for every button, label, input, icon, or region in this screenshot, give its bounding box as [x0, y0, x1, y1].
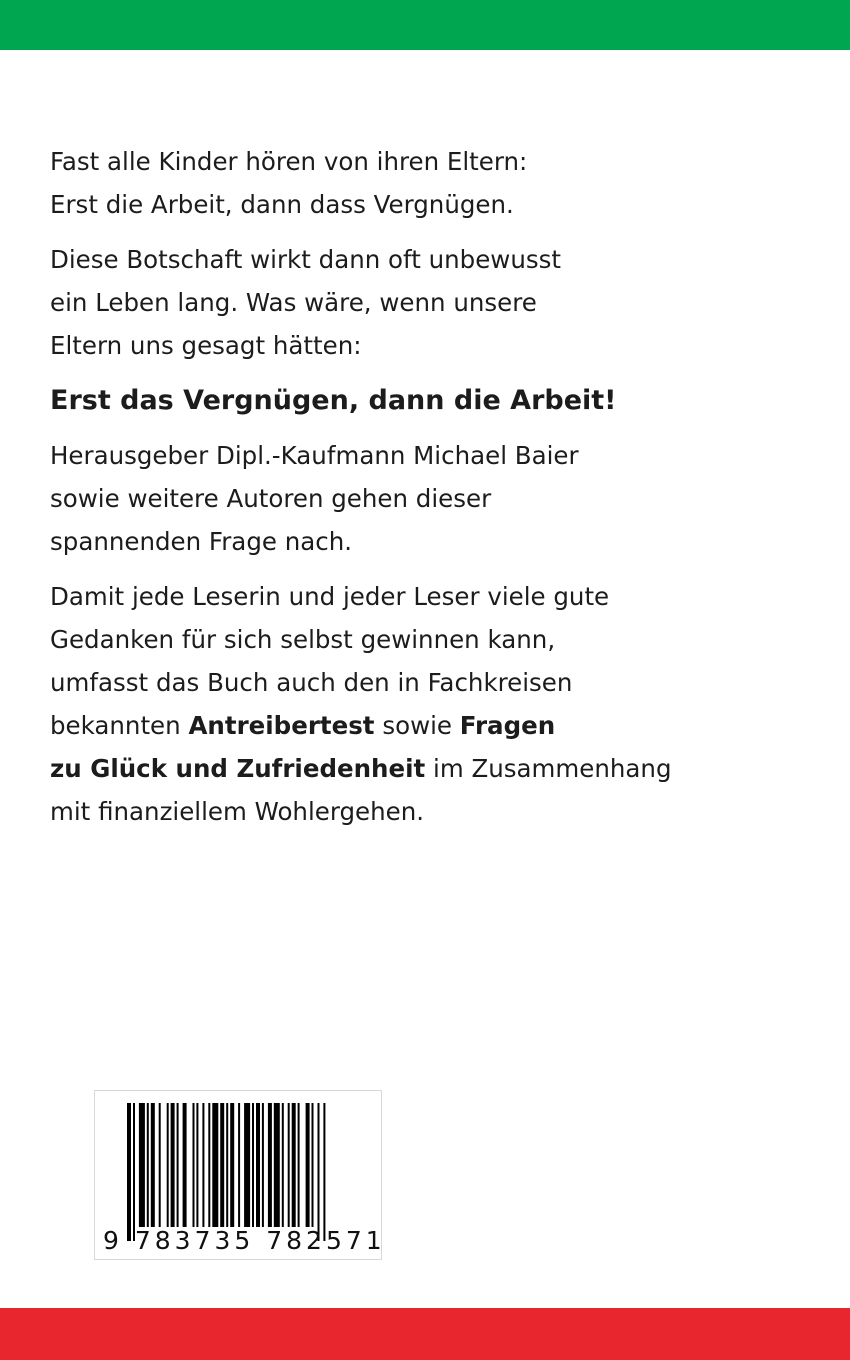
text-line: mit finanziellem Wohlergehen. — [50, 797, 425, 826]
barcode-bar — [226, 1103, 228, 1227]
headline: Erst das Vergnügen, dann die Arbeit! — [50, 385, 617, 416]
text-line: Diese Botschaft wirkt dann oft unbewusst — [50, 245, 562, 274]
text-line: umfasst das Buch auch den in Fachkreisen — [50, 668, 573, 697]
barcode-bar — [244, 1103, 250, 1227]
barcode-bar — [312, 1103, 314, 1227]
barcode-bar — [202, 1103, 204, 1227]
isbn-barcode — [94, 1090, 386, 1260]
text-line: sowie weitere Autoren gehen dieser — [50, 484, 492, 513]
barcode-bar — [196, 1103, 198, 1227]
barcode-bar — [139, 1103, 145, 1227]
barcode-bar — [298, 1103, 300, 1227]
text-line: spannenden Frage nach. — [50, 527, 353, 556]
intro-paragraph — [50, 140, 690, 226]
bottom-color-band — [0, 1308, 850, 1360]
barcode-bar — [252, 1103, 254, 1227]
barcode-bar — [268, 1103, 272, 1227]
text-line: ein Leben lang. Was wäre, wenn unsere — [50, 288, 537, 317]
barcode-bar — [159, 1103, 161, 1227]
barcode-bar — [238, 1103, 240, 1227]
barcode-bar — [177, 1103, 179, 1227]
text-line: Damit jede Leserin und jeder Leser viele gute — [50, 582, 610, 611]
back-cover-text — [50, 140, 690, 845]
text-segment: bekannten — [50, 711, 189, 740]
barcode-bar — [318, 1103, 320, 1241]
bold-term-fragen: Fragen — [459, 711, 556, 740]
barcode-bar — [256, 1103, 260, 1227]
editor-paragraph — [50, 434, 690, 563]
text-line: Herausgeber Dipl.-Kaufmann Michael Baier — [50, 441, 579, 470]
content-paragraph — [50, 575, 690, 833]
text-line — [50, 704, 690, 747]
barcode-bar — [167, 1103, 169, 1227]
barcode-bar — [147, 1103, 149, 1227]
barcode-bar — [282, 1103, 284, 1227]
barcode-bar — [133, 1103, 135, 1241]
barcode-bar — [262, 1103, 264, 1227]
text-line: Erst die Arbeit, dann dass Vergnügen. — [50, 190, 514, 219]
bold-term-antreibertest: Antreibertest — [188, 711, 375, 740]
message-paragraph — [50, 238, 690, 367]
barcode-bar — [323, 1103, 325, 1241]
text-line: Fast alle Kinder hören von ihren Eltern: — [50, 147, 528, 176]
bold-term-glueck: zu Glück und Zufriedenheit — [50, 754, 426, 783]
text-segment: im Zusammenhang — [425, 754, 672, 783]
barcode-bar — [151, 1103, 155, 1227]
barcode-bar — [171, 1103, 175, 1227]
barcode-bar — [274, 1103, 280, 1227]
barcode-bar — [288, 1103, 290, 1227]
isbn-digits: 9 783735 782571 — [103, 1226, 386, 1255]
text-line: Eltern uns gesagt hätten: — [50, 331, 362, 360]
text-line — [50, 747, 690, 790]
barcode-bar — [127, 1103, 131, 1241]
text-line: Gedanken für sich selbst gewinnen kann, — [50, 625, 556, 654]
barcode-bar — [193, 1103, 195, 1227]
barcode-bar — [220, 1103, 224, 1227]
top-color-band — [0, 0, 850, 50]
barcode-bar — [230, 1103, 234, 1227]
text-segment: sowie — [374, 711, 460, 740]
barcode-bar — [292, 1103, 296, 1227]
barcode-bar — [306, 1103, 310, 1227]
barcode-bar — [208, 1103, 210, 1227]
barcode-bar — [183, 1103, 187, 1227]
barcode-bar — [212, 1103, 218, 1227]
